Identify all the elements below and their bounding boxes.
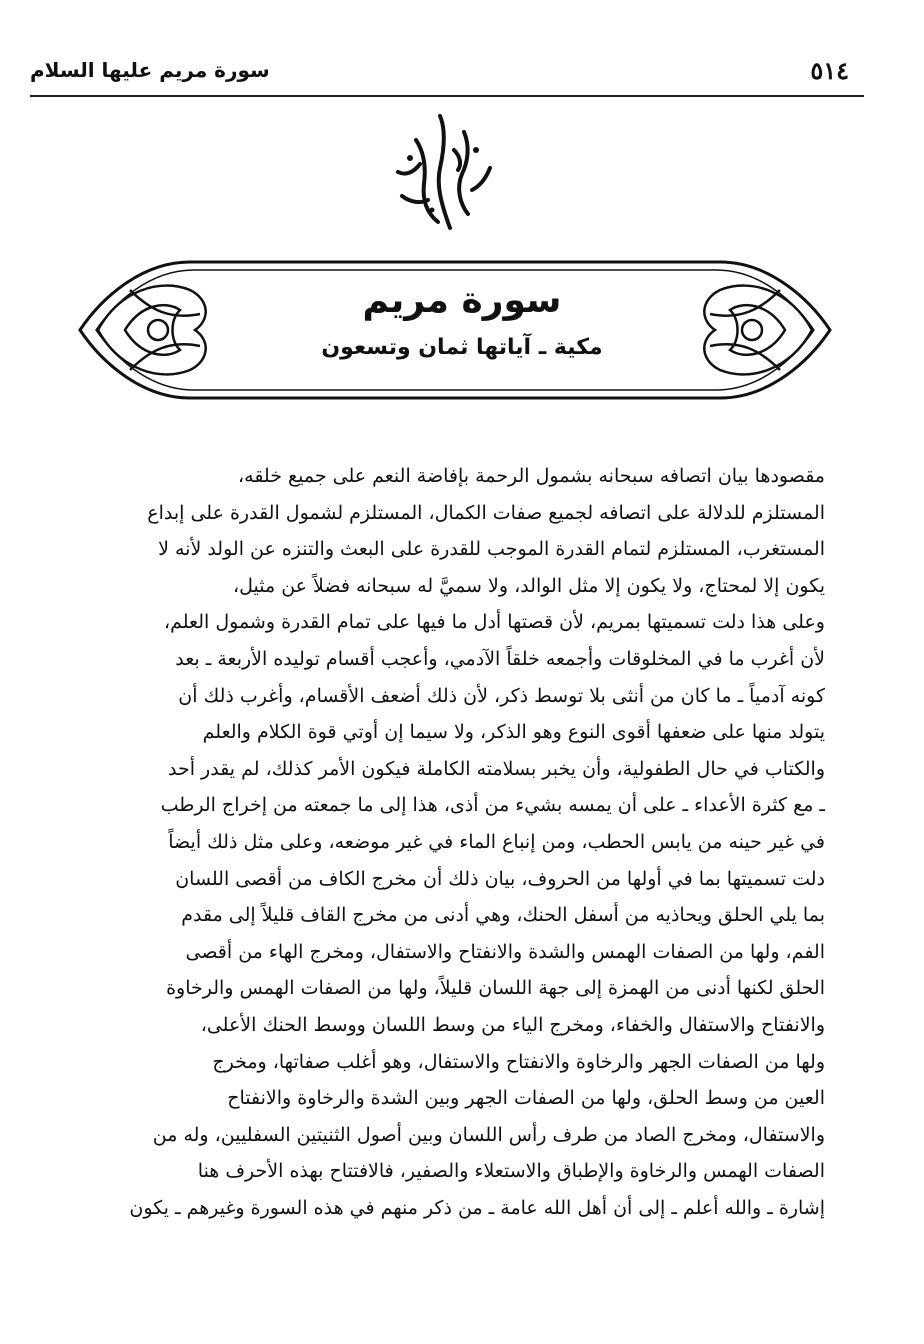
text-line: المستلزم للدلالة على اتصافه لجميع صفات الكمال، المستلزم لشمول القدرة على إبداع: [147, 501, 825, 524]
basmala-calligraphy-icon: [380, 110, 500, 235]
text-line: دلت تسميتها بما في أولها من الحروف، بيان ذلك أن مخرج الكاف من أقصى اللسان: [175, 867, 825, 890]
page-number: ٥١٤: [810, 56, 849, 85]
surah-title: سورة مريم: [362, 280, 562, 321]
text-line: بما يلي الحلق ويحاذيه من أسفل الحنك، وهي أدنى من مخرج القاف قليلاً إلى مقدم: [181, 904, 825, 927]
text-line: العين من وسط الحلق، ولها من الصفات الجهر وبين الشدة والرخاوة والانفتاح: [227, 1087, 825, 1110]
text-line: في غير حينه من يابس الحطب، ومن إنباع الماء في غير موضعه، وعلى مثل ذلك أيضاً: [168, 830, 825, 853]
text-line: الفم، ولها من الصفات الهمس والشدة والانفتاح والاستفال، ومخرج الهاء من أقصى: [185, 940, 825, 963]
text-line: الصفات الهمس والرخاوة والإطباق والاستعلاء والصفير، فالافتتاح بهذه الأحرف هنا: [197, 1160, 825, 1183]
text-line: يكون إلا لمحتاج، ولا يكون إلا مثل الوالد، ولا سميَّ له سبحانه فضلاً عن مثيل،: [233, 574, 825, 597]
text-line: والانفتاح والاستفال والخفاء، ومخرج الياء من وسط اللسان ووسط الحنك الأعلى،: [200, 1013, 825, 1036]
surah-subtitle: مكية ـ آياتها ثمان وتسعون: [321, 335, 603, 360]
text-line: يتولد منها على ضعفها أقوى النوع وهو الذكر، ولا سيما إن أوتي قوة الكلام والعلم: [202, 721, 825, 744]
text-line: لأن أغرب ما في المخلوقات وأجمعه خلقاً الآدمي، وأعجب أقسام توليده الأربعة ـ بعد: [175, 647, 825, 670]
text-line: ـ مع كثرة الأعداء ـ على أن يمسه بشيء من أذى، هذا إلى ما جمعته من إخراج الرطب: [160, 794, 825, 817]
text-line: إشارة ـ والله أعلم ـ إلى أن أهل الله عامة ـ من ذكر منهم في هذه السورة وغيرهم ـ يكون: [129, 1196, 825, 1219]
text-line: مقصودها بيان اتصافه سبحانه بشمول الرحمة بإفاضة النعم على جميع خلقه،: [238, 465, 825, 487]
arabesque-ornament-frame-icon: [70, 250, 840, 410]
running-title: سورة مريم عليها السلام: [30, 58, 270, 82]
text-line: وعلى هذا دلت تسميتها بمريم، لأن قصتها أدل ما فيها على تمام القدرة وشمول العلم،: [163, 611, 825, 634]
text-line: المستغرب، المستلزم لتمام القدرة الموجب للقدرة على البعث والتنزه عن الولد لأنه لا: [158, 538, 825, 561]
body-paragraph: [65, 458, 825, 1226]
text-line: الحلق لكنها أدنى من الهمزة إلى جهة اللسان قليلاً، ولها من الصفات الهمس والرخاوة: [166, 977, 825, 1000]
text-line: كونه آدمياً ـ ما كان من أنثى بلا توسط ذكر، لأن ذلك أضعف الأقسام، وأغرب ذلك أن: [178, 684, 825, 707]
text-line: ولها من الصفات الجهر والرخاوة والانفتاح والاستفال، وهو أغلب صفاتها، ومخرج: [212, 1050, 825, 1073]
text-line: والاستفال، ومخرج الصاد من طرف رأس اللسان وبين أصول الثنيتين السفليين، وله من: [152, 1123, 825, 1146]
header-rule: [30, 95, 864, 97]
text-line: والكتاب في حال الطفولية، وأن يخبر بسلامته الكاملة فيكون الأمر كذلك، لم يقدر أحد: [168, 757, 825, 780]
